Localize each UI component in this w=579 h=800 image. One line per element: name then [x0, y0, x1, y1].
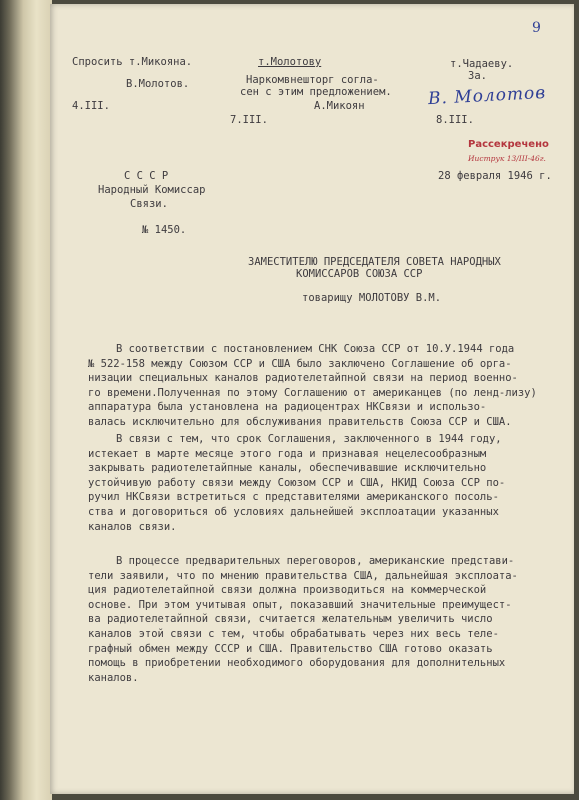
body-line: В соответствии с постановлением СНК Союза ССР от 10.У.1944 года — [116, 343, 515, 355]
body-line: графный обмен между СССР и США. Правительство США готово оказать — [88, 642, 493, 655]
body-line: аппаратура была установлена на радиоцентрах НКСвязи и использо- — [88, 401, 487, 414]
body-line: В процессе предварительных переговоров, американские представи- — [116, 555, 515, 567]
body-line: каналов связи. — [88, 520, 177, 533]
handwritten-signature: В. Молотов — [427, 82, 547, 110]
org-country: С С С Р — [124, 170, 169, 182]
body-line: помощь в приобретении необходимого оборудования для дополнительных — [88, 657, 506, 670]
addressee-line3: товарищу МОЛОТОВУ В.М. — [302, 292, 442, 304]
body-line: ручил НКСвязи встретиться с представителями американского посоль- — [88, 491, 499, 504]
body-line: закрывать радиотелетайпные каналы, обеспечивавшие исключительно — [88, 462, 487, 475]
resolution-center-line2: Наркомвнешторг согла- — [246, 74, 379, 86]
resolution-left-line2: В.Молотов. — [126, 78, 190, 90]
declassified-stamp: Рассекречено — [468, 139, 549, 150]
resolution-right-line2: За. — [468, 70, 487, 82]
body-line: ства и договориться об условиях дальнейшей эксплоатации указанных — [88, 505, 499, 518]
body-line: го времени.Полученная по этому Соглашению от американцев (по ленд-лизу) — [88, 386, 537, 399]
body-line: ва радиотелетайпной связи, считается желательным увеличить число — [88, 613, 493, 626]
resolution-left-line1: Спросить т.Микояна. — [72, 56, 193, 68]
resolution-center-line5: 7.III. — [230, 114, 268, 126]
resolution-right-line3: 8.III. — [436, 114, 474, 126]
document-number: № 1450. — [142, 224, 187, 236]
document-date: 28 февраля 1946 г. — [438, 170, 552, 182]
resolution-left-line3: 4.III. — [72, 100, 110, 112]
body-line: низации специальных каналов радиотелетайпной связи на период военно- — [88, 372, 518, 385]
body-line: ция радиотелетайпной связи должна производиться на коммерческой — [88, 584, 487, 597]
body-line: валась исключительно для обслуживания правительств Союза ССР и США. — [88, 415, 512, 428]
declassified-stamp-note: Ииструк 13/III-46г. — [468, 154, 546, 163]
resolution-right-line1: т.Чадаеву. — [450, 58, 514, 70]
body-line: № 522-158 между Союзом ССР и США было заключено Соглашение об орга- — [88, 357, 512, 370]
body-line: каналов этой связи с тем, чтобы обрабатывать через них весь теле- — [88, 627, 499, 640]
document-page — [50, 4, 574, 794]
org-title: Народный Комиссар — [98, 184, 206, 196]
resolution-center-line3: сен с этим предложением. — [240, 86, 392, 98]
body-line: каналов. — [88, 671, 139, 684]
resolution-center-line1: т.Молотову — [258, 56, 322, 68]
body-paragraph-3 — [88, 554, 544, 685]
body-line: основе. При этом учитывая опыт, показавший значительные преимущест- — [88, 598, 512, 611]
page-number: 9 — [532, 20, 541, 36]
body-line: В связи с тем, что срок Соглашения, заключенного в 1944 году, — [116, 433, 502, 445]
binding-spine — [0, 0, 52, 800]
body-line: устойчивую работу связи между Союзом ССР и США, НКИД Союза ССР по- — [88, 476, 506, 489]
addressee-line1: ЗАМЕСТИТЕЛЮ ПРЕДСЕДАТЕЛЯ СОВЕТА НАРОДНЫХ — [248, 256, 501, 268]
body-line: тели заявили, что по мнению правительства США, дальнейшая эксплоата- — [88, 569, 518, 582]
org-title-2: Связи. — [130, 198, 168, 210]
resolution-center-line4: А.Микоян — [314, 100, 365, 112]
addressee-line2: КОМИССАРОВ СОЮЗА ССР — [296, 268, 423, 280]
body-line: истекает в марте месяце этого года и признавая нецелесообразным — [88, 447, 487, 460]
body-paragraph-1 — [88, 342, 544, 430]
body-paragraph-2 — [88, 432, 544, 534]
